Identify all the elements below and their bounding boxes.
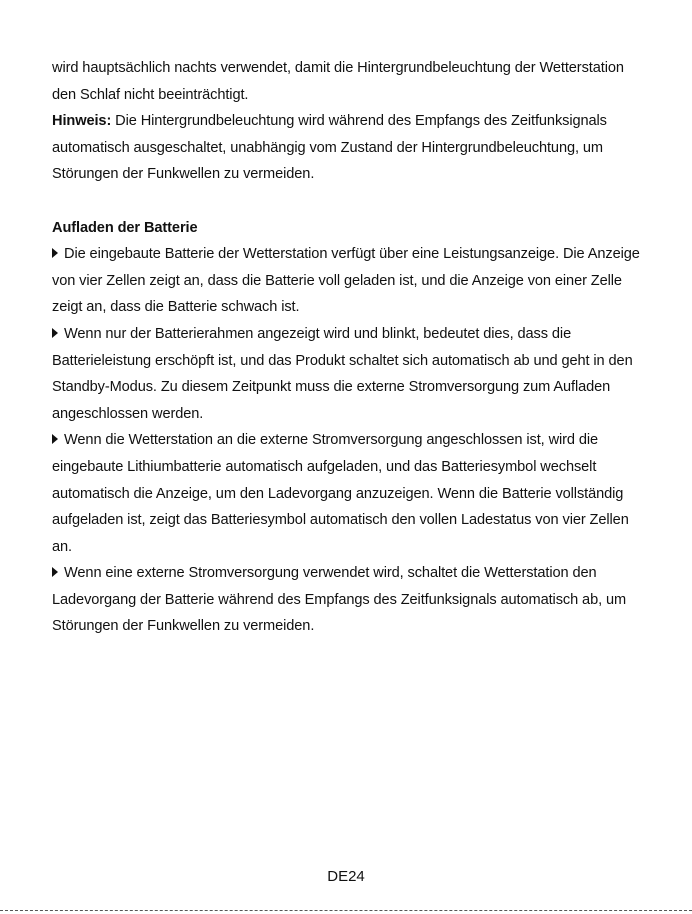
section-heading: Aufladen der Batterie (52, 219, 198, 236)
bullet-item (52, 427, 642, 560)
page-number: DE24 (327, 868, 365, 885)
page-bottom-rule (0, 910, 692, 911)
paragraph-spacer (52, 188, 642, 215)
triangle-right-icon (52, 434, 58, 444)
triangle-right-icon (52, 567, 58, 577)
bullet-item (52, 321, 642, 427)
bullet-text: Die eingebaute Batterie der Wetterstation verfügt über eine Leistungsanzeige. Die Anzeige von vier Zellen zeigt an, dass die Batterie voll geladen ist, und die Anzeige von einer Zelle zeigt an, dass die Batterie schwach ist. (52, 246, 640, 316)
triangle-right-icon (52, 248, 58, 258)
hint-label: Hinweis: (52, 113, 112, 130)
hint-paragraph (52, 108, 642, 188)
triangle-right-icon (52, 328, 58, 338)
page-content (52, 55, 642, 640)
bullet-item (52, 560, 642, 640)
bullet-item (52, 241, 642, 321)
hint-text: Die Hintergrundbeleuchtung wird während des Empfangs des Zeitfunksignals automatisch ausgeschaltet, unabhängig vom Zustand der Hintergrundbeleuchtung, um Störungen der Funkwellen zu vermeiden. (52, 113, 607, 183)
bullet-text: Wenn eine externe Stromversorgung verwendet wird, schaltet die Wetterstation den Ladevorgang der Batterie während des Empfangs des Zeitfunksignals automatisch ab, um Störungen der Funkwellen zu vermeiden. (52, 565, 627, 635)
bullet-text: Wenn nur der Batterierahmen angezeigt wird und blinkt, bedeutet dies, dass die Batterieleistung erschöpft ist, und das Produkt schaltet sich automatisch ab und geht in den Standby-Modus. Zu diesem Zeitpunkt muss die externe Stromversorgung zum Aufladen angeschlossen werden. (52, 325, 633, 422)
intro-paragraph: wird hauptsächlich nachts verwendet, damit die Hintergrundbeleuchtung der Wetterstation den Schlaf nicht beeinträchtigt. (52, 60, 624, 103)
bullet-text: Wenn die Wetterstation an die externe Stromversorgung angeschlossen ist, wird die eingebaute Lithiumbatterie automatisch aufgeladen, und das Batteriesymbol wechselt automatisch die Anzeige, um den Ladevorgang anzuzeigen. Wenn die Batterie vollständig aufgeladen ist, zeigt das Batteriesymbol automatisch den vollen Ladestatus von vier Zellen an. (52, 432, 629, 555)
